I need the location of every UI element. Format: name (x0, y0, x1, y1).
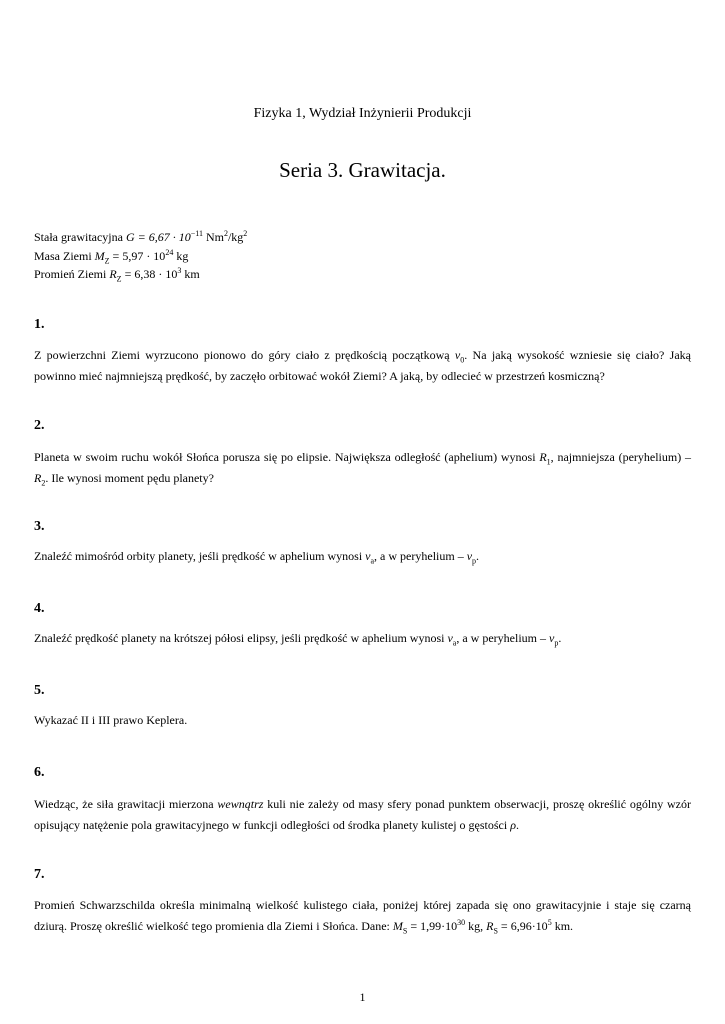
page-title: Seria 3. Grawitacja. (279, 158, 446, 182)
problem-4-text: Znaleźć prędkość planety na krótszej półosi elipsy, jeśli prędkość w aphelium wynosi $v_a$, a w peryhelium – $v_p$. (34, 631, 562, 648)
gravitational-constant: Stała grawitacyjna $G = 6,67 \cdot 10^{-11}$ $Nm^2/kg^2$ (34, 229, 248, 244)
problem-2-text: Planeta w swoim ruchu wokół Słońca porusza się po elipsie. Największa odległość (aphelium) wynosi $R_1$, najmniejsza (peryhelium) – $R_2$. Ile wynosi moment pędu planety? (34, 450, 692, 488)
problem-7-text: Promień Schwarzschilda określa minimalną wielkość kulistego ciała, poniżej której zapada się ono grawitacyjnie i staje się czarną dziurą. Proszę określić wielkość tego promienia dla Ziemi i Słońca. Dane: $M_S = 1,99\cdot 10^{30}$ kg, $R_S = 6,96\cdot 10^5$ km. (34, 898, 691, 936)
problem-6-text: Wiedząc, że siła grawitacji mierzona wewnątrz kuli nie zależy od masy sfery ponad punktem obserwacji, proszę określić ogólny wzór opisujący natężenie pola grawitacyjnego w funkcji odległości od środka planety kulistej o gęstości ρ. (34, 797, 691, 832)
problem-3-text: Znaleźć mimośród orbity planety, jeśli prędkość w aphelium wynosi $v_a$, a w peryhelium – $v_p$. (34, 549, 480, 566)
page-number: 1 (359, 990, 366, 1004)
problem-7-number: 7. (34, 867, 45, 882)
problem-6-number: 6. (34, 765, 45, 780)
problem-1-text: Z powierzchni Ziemi wyrzucono pionowo do góry ciało z prędkością początkową $v_0$. Na jaką wysokość wzniesie się ciało? Jaką powinno mieć najmniejszą prędkość, by zaczęło orbitować wokół Ziemi? A jaką, by odlecieć w przestrzeń kosmiczną? (34, 348, 691, 383)
earth-mass: Masa Ziemi $M_Z = 5,97 \cdot 10^{24}$ kg (34, 248, 189, 266)
problem-2-number: 2. (34, 418, 45, 433)
problem-4-number: 4. (34, 601, 45, 616)
problem-5-number: 5. (34, 683, 45, 698)
earth-radius: Promień Ziemi $R_Z = 6,38 \cdot 10^3$ km (34, 266, 200, 284)
problem-3-number: 3. (34, 519, 45, 534)
problem-5-text: Wykazać II i III prawo Keplera. (34, 713, 188, 727)
course-header: Fizyka 1, Wydział Inżynierii Produkcji (253, 106, 472, 121)
problem-1-number: 1. (34, 317, 45, 332)
